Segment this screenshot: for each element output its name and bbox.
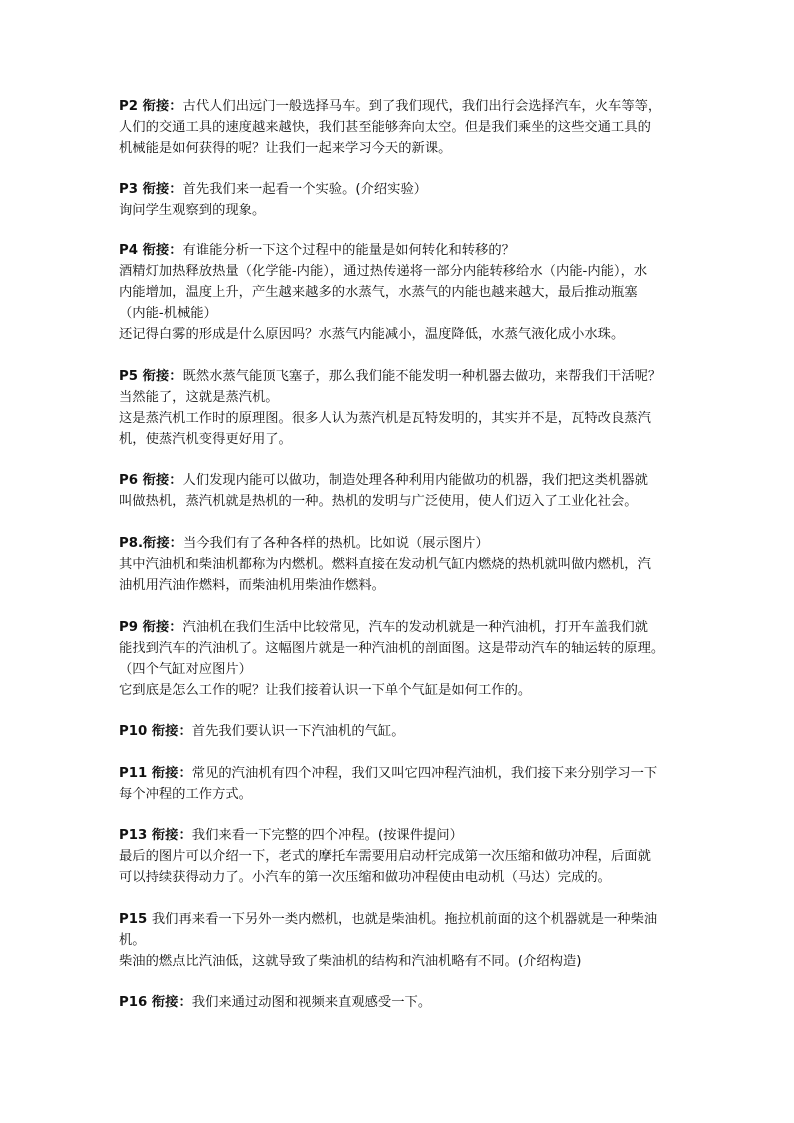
paragraph-line: 它到底是怎么工作的呢？让我们接着认识一下单个气缸是如何工作的。 <box>119 683 532 698</box>
paragraph-line: 还记得白雾的形成是什么原因吗？水蒸气内能减小，温度降低，水蒸气液化成小水珠。 <box>119 327 625 342</box>
paragraph-line <box>119 992 689 1013</box>
paragraph-line: 机，使蒸汽机变得更好用了。 <box>119 432 292 447</box>
paragraph-line <box>119 721 689 742</box>
paragraph-line: 机械能是如何获得的呢？让我们一起来学习今天的新课。 <box>119 141 452 156</box>
paragraph-p13 <box>119 825 689 888</box>
paragraph-label: P10 衔接： <box>119 724 192 739</box>
paragraph-p4 <box>119 240 689 345</box>
paragraph-line: 这是蒸汽机工作时的原理图。很多人认为蒸汽机是瓦特发明的，其实并不是，瓦特改良蒸汽 <box>119 411 651 426</box>
paragraph-line <box>119 366 689 387</box>
paragraph-p6 <box>119 470 689 512</box>
paragraph-line: 当然能了，这就是蒸汽机。 <box>119 390 279 405</box>
line-text: 既然水蒸气能顶飞塞子，那么我们能不能发明一种机器去做功，来帮我们干活呢？ <box>182 369 662 384</box>
paragraph-line: 酒精灯加热释放热量（化学能-内能），通过热传递将一部分内能转移给水（内能-内能），水 <box>119 264 648 279</box>
paragraph-line: 柴油的燃点比汽油低，这就导致了柴油机的结构和汽油机略有不同。(介绍构造) <box>119 954 582 969</box>
paragraph-line: 可以持续获得动力了。小汽车的第一次压缩和做功冲程使由电动机（马达）完成的。 <box>119 870 611 885</box>
paragraph-p9 <box>119 617 689 701</box>
line-text: 常见的汽油机有四个冲程，我们又叫它四冲程汽油机，我们接下来分别学习一下 <box>191 766 658 781</box>
paragraph-line: （四个气缸对应图片） <box>119 662 252 677</box>
paragraph-line: 机。 <box>119 933 146 948</box>
paragraph-line <box>119 179 689 200</box>
line-text: 有谁能分析一下这个过程中的能量是如何转化和转移的？ <box>182 243 515 258</box>
paragraph-label: P2 衔接： <box>119 99 183 114</box>
paragraph-label: P13 衔接： <box>119 828 192 843</box>
paragraph-line: 人们的交通工具的速度越来越快，我们甚至能够奔向太空。但是我们乘坐的这些交通工具的 <box>119 120 651 135</box>
paragraph-line: 询问学生观察到的现象。 <box>119 203 266 218</box>
paragraph-p10 <box>119 721 689 742</box>
paragraph-label: P9 衔接： <box>119 620 183 635</box>
paragraph-label: P15 <box>119 912 152 927</box>
paragraph-line: （内能-机械能） <box>119 306 217 321</box>
paragraph-line <box>119 96 689 117</box>
paragraph-line <box>119 825 689 846</box>
paragraph-line <box>119 909 689 930</box>
paragraph-label: P6 衔接： <box>119 473 183 488</box>
line-text: 首先我们要认识一下汽油机的气缸。 <box>191 724 405 739</box>
paragraph-line: 其中汽油机和柴油机都称为内燃机。燃料直接在发动机气缸内燃烧的热机就叫做内燃机，汽 <box>119 557 651 572</box>
paragraph-label: P3 衔接： <box>119 182 183 197</box>
line-text: 汽油机在我们生活中比较常见，汽车的发动机就是一种汽油机，打开车盖我们就 <box>182 620 648 635</box>
paragraph-label: P4 衔接： <box>119 243 183 258</box>
paragraph-label: P5 衔接： <box>119 369 183 384</box>
paragraph-p2 <box>119 96 689 159</box>
paragraph-line: 叫做热机，蒸汽机就是热机的一种。热机的发明与广泛使用，使人们迈入了工业化社会。 <box>119 494 638 509</box>
paragraph-p5 <box>119 366 689 450</box>
paragraph-line: 最后的图片可以介绍一下，老式的摩托车需要用启动杆完成第一次压缩和做功冲程，后面就 <box>119 849 651 864</box>
paragraph-p16 <box>119 992 689 1013</box>
paragraph-line: 每个冲程的工作方式。 <box>119 787 252 802</box>
paragraph-label: P8.衔接： <box>119 536 183 551</box>
line-text: 古代人们出远门一般选择马车。到了我们现代，我们出行会选择汽车，火车等等， <box>182 99 662 114</box>
paragraph-line <box>119 617 689 638</box>
paragraph-line: 油机用汽油作燃料，而柴油机用柴油作燃料。 <box>119 578 385 593</box>
paragraph-line <box>119 763 689 784</box>
paragraph-p3 <box>119 179 689 221</box>
line-text: 首先我们来一起看一个实验。(介绍实验） <box>182 182 428 197</box>
line-text: 人们发现内能可以做功，制造处理各种利用内能做功的机器，我们把这类机器就 <box>182 473 648 488</box>
paragraph-p11 <box>119 763 689 805</box>
line-text: 我们来看一下完整的四个冲程。(按课件提问） <box>191 828 463 843</box>
paragraph-line: 内能增加，温度上升，产生越来越多的水蒸气，水蒸气的内能也越来越大，最后推动瓶塞 <box>119 285 638 300</box>
paragraph-p8 <box>119 533 689 596</box>
paragraph-line <box>119 533 689 554</box>
paragraph-label: P16 衔接： <box>119 995 192 1010</box>
line-text: 我们来通过动图和视频来直观感受一下。 <box>191 995 432 1010</box>
paragraph-line: 能找到汽车的汽油机了。这幅图片就是一种汽油机的剖面图。这是带动汽车的轴运转的原理。 <box>119 641 665 656</box>
paragraph-label: P11 衔接： <box>119 766 192 781</box>
paragraph-line <box>119 240 689 261</box>
line-text: 当今我们有了各种各样的热机。比如说（展示图片） <box>182 536 489 551</box>
line-text: 我们再来看一下另外一类内燃机，也就是柴油机。拖拉机前面的这个机器就是一种柴油 <box>151 912 658 927</box>
paragraph-line <box>119 470 689 491</box>
paragraph-p15 <box>119 909 689 972</box>
